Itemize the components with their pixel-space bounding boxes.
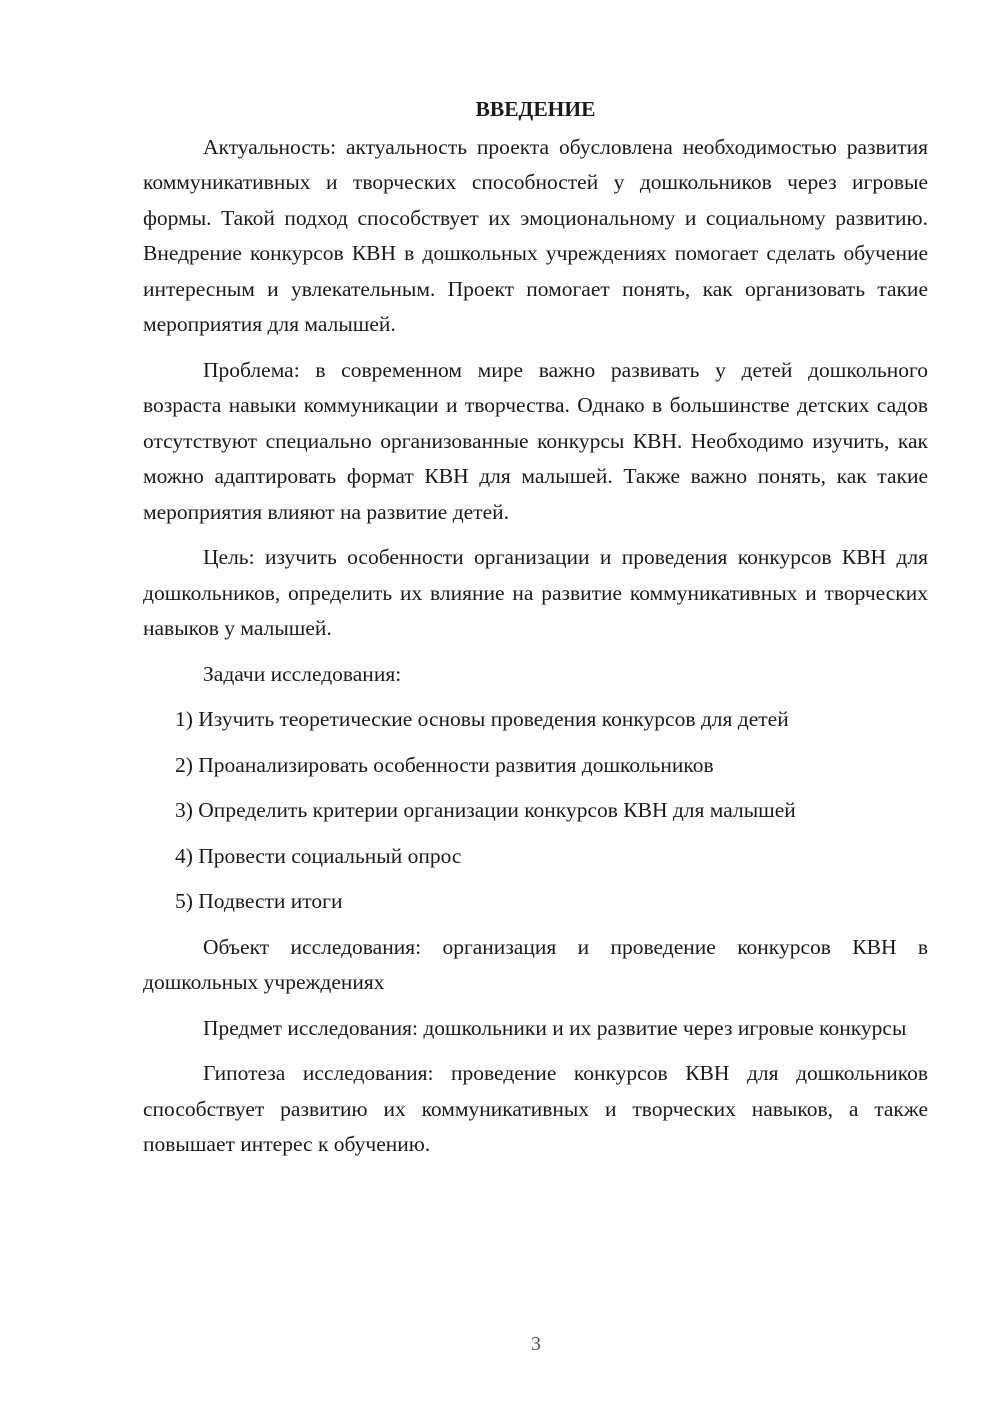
section-title: ВВЕДЕНИЕ: [475, 97, 596, 121]
paragraph-object: Объект исследования: организация и проведение конкурсов КВН в дошкольных учреждениях: [143, 934, 928, 994]
list-item: 3) Определить критерии организации конкурсов КВН для малышей: [175, 798, 796, 822]
tasks-heading: Задачи исследования:: [203, 661, 402, 686]
paragraph-problem: Проблема: в современном мире важно развивать у детей дошкольного возраста навыки коммуникации и творчества. Однако в большинстве детских садов отсутствуют специально организованные конкурсы КВН. Необходимо изучить, как можно адаптировать формат КВН для малышей. Также важно понять, как такие мероприятия влияют на развитие детей.: [143, 357, 928, 524]
list-item: 2) Проанализировать особенности развития дошкольников: [175, 752, 714, 777]
page-number: 3: [531, 1333, 541, 1355]
paragraph-subject: Предмет исследования: дошкольники и их развитие через игровые конкурсы: [203, 1015, 907, 1040]
paragraph-goal: Цель: изучить особенности организации и проведения конкурсов КВН для дошкольников, определить их влияние на развитие коммуникативных и творческих навыков у малышей.: [143, 545, 928, 640]
list-item: 5) Подвести итоги: [175, 889, 343, 913]
list-item: 4) Провести социальный опрос: [175, 843, 462, 868]
paragraph-relevance: Актуальность: актуальность проекта обусловлена необходимостью развития коммуникативных и творческих способностей у дошкольников через игровые формы. Такой подход способствует их эмоциональному и социальному развитию. Внедрение конкурсов КВН в дошкольных учреждениях помогает сделать обучение интересным и увлекательным. Проект помогает понять, как организовать такие мероприятия для малышей.: [143, 134, 928, 336]
tasks-list: [143, 702, 928, 920]
document-page: [143, 92, 928, 1163]
list-item: 1) Изучить теоретические основы проведения конкурсов для детей: [175, 707, 789, 731]
paragraph-hypothesis: Гипотеза исследования: проведение конкурсов КВН для дошкольников способствует развитию их коммуникативных и творческих навыков, а также повышает интерес к обучению.: [143, 1061, 928, 1156]
